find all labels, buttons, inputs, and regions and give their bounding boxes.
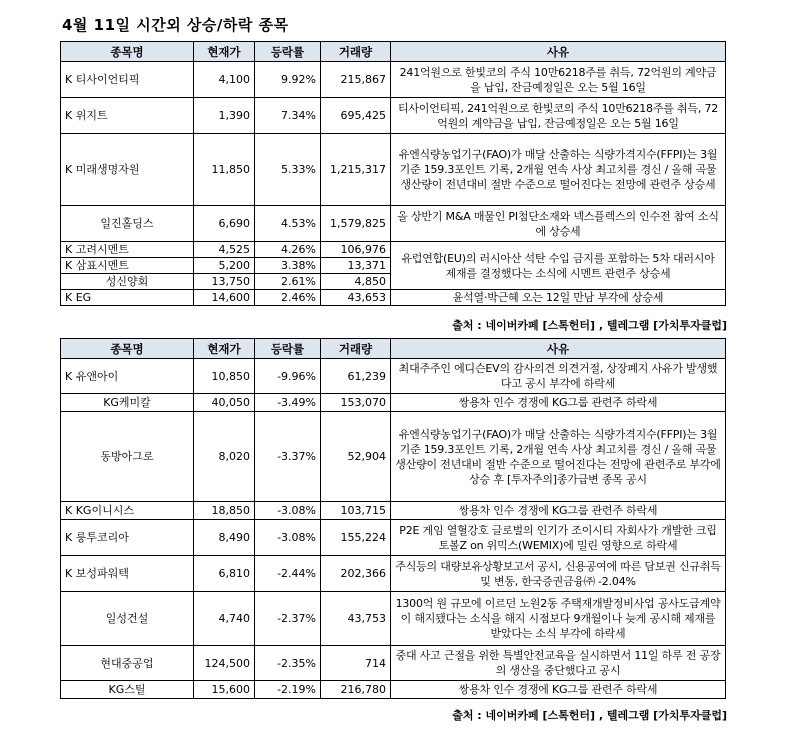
header-rate: 등락률 (255, 339, 321, 359)
stock-reason: 중대 사고 근절을 위한 특별안전교육을 실시하면서 11일 하루 전 공장의 생산을 중단했다고 공시 (391, 646, 726, 681)
header-name: 종목명 (61, 339, 194, 359)
source-note: 출처 : 네이버카페 [스톡헌터] , 텔레그램 [가치투자클럽] (452, 709, 727, 722)
stock-name: K 유앤아이 (61, 359, 194, 394)
stock-name: 일성건설 (61, 592, 194, 646)
stock-price: 4,525 (194, 242, 255, 258)
header-rate: 등락률 (255, 42, 321, 62)
header-price: 현재가 (194, 339, 255, 359)
table-row (61, 681, 726, 699)
stock-reason: 쌍용차 인수 경쟁에 KG그룹 관련주 하락세 (391, 681, 726, 699)
stock-rate: -2.35% (255, 646, 321, 681)
table-row (61, 556, 726, 592)
stock-reason: 올 상반기 M&A 매물인 PI첨단소재와 넥스플렉스의 인수전 참여 소식에 상승세 (391, 206, 726, 242)
stock-price: 40,050 (194, 394, 255, 412)
fall-table (60, 338, 726, 699)
stock-name: 성신양회 (61, 274, 194, 290)
stock-volume: 61,239 (321, 359, 391, 394)
stock-rate: -2.19% (255, 681, 321, 699)
stock-reason: 유엔식량농업기구(FAO)가 매달 산출하는 식량가격지수(FFPI)는 3월 기준 159.3포인트 기록, 2개월 연속 사상 최고치를 경신 / 올해 곡물 생산량이 전년대비 절반 수준으로 떨어진다는 전망에 관련주 상승세 (391, 134, 726, 206)
stock-reason: 241억원으로 한빛코의 주식 10만6218주를 취득, 72억원의 계약금을 납입, 잔금예정일은 오는 5월 16일 (391, 62, 726, 98)
stock-price: 4,740 (194, 592, 255, 646)
stock-reason: 1300억 원 규모에 이르던 노원2동 주택재개발정비사업 공사도급계약이 해지됐다는 소식을 해지 시점보다 9개월이나 늦게 공시해 제재를 받았다는 소식 부각에 하락세 (391, 592, 726, 646)
stock-price: 18,850 (194, 502, 255, 520)
stock-rate: 7.34% (255, 98, 321, 134)
stock-volume: 1,215,317 (321, 134, 391, 206)
table-row (61, 412, 726, 502)
stock-rate: -9.96% (255, 359, 321, 394)
table-row (61, 134, 726, 206)
stock-name: K 미래생명자원 (61, 134, 194, 206)
stock-rate: -2.44% (255, 556, 321, 592)
stock-rate: -3.08% (255, 520, 321, 556)
stock-price: 13,750 (194, 274, 255, 290)
stock-price: 4,100 (194, 62, 255, 98)
stock-volume: 43,753 (321, 592, 391, 646)
stock-name: KG케미칼 (61, 394, 194, 412)
header-volume: 거래량 (321, 339, 391, 359)
stock-volume: 13,371 (321, 258, 391, 274)
stock-name: K 룽투코리아 (61, 520, 194, 556)
stock-rate: 4.53% (255, 206, 321, 242)
stock-reason: 쌍용차 인수 경쟁에 KG그룹 관련주 하락세 (391, 502, 726, 520)
table-row (61, 520, 726, 556)
stock-reason: 최대주주인 에디슨EV의 감사의견 의견거절, 상장폐지 사유가 발생했다고 공시 부각에 하락세 (391, 359, 726, 394)
header-name: 종목명 (61, 42, 194, 62)
stock-price: 1,390 (194, 98, 255, 134)
stock-price: 124,500 (194, 646, 255, 681)
header-price: 현재가 (194, 42, 255, 62)
stock-rate: 4.26% (255, 242, 321, 258)
table-row (61, 62, 726, 98)
stock-rate: 9.92% (255, 62, 321, 98)
stock-reason: 윤석열·박근혜 오는 12일 만남 부각에 상승세 (391, 290, 726, 306)
stock-reason: 주식등의 대량보유상황보고서 공시, 신용공여에 따른 담보권 신규취득 및 변동, 한국증권금융㈜ -2.04% (391, 556, 726, 592)
rise-table (60, 41, 726, 306)
table-row (61, 646, 726, 681)
stock-reason: 티사이언티픽, 241억원으로 한빛코의 주식 10만6218주를 취득, 72억원의 계약금을 납입, 잔금예정일은 오는 5월 16일 (391, 98, 726, 134)
stock-price: 14,600 (194, 290, 255, 306)
stock-price: 15,600 (194, 681, 255, 699)
table-row (61, 242, 726, 258)
stock-volume: 202,366 (321, 556, 391, 592)
stock-rate: 2.46% (255, 290, 321, 306)
stock-price: 5,200 (194, 258, 255, 274)
stock-volume: 43,653 (321, 290, 391, 306)
stock-volume: 714 (321, 646, 391, 681)
stock-reason: 쌍용차 인수 경쟁에 KG그룹 관련주 하락세 (391, 394, 726, 412)
stock-name: K 고려시멘트 (61, 242, 194, 258)
stock-rate: -3.08% (255, 502, 321, 520)
stock-reason: 유엔식량농업기구(FAO)가 매달 산출하는 식량가격지수(FFPI)는 3월 기준 159.3포인트 기록, 2개월 연속 사상 최고치를 경신 / 올해 곡물 생산량이 전년대비 절반 수준으로 떨어진다는 전망에 관련주로 부각에 상승 후 [투자주의]종가급변 종목 공시 (391, 412, 726, 502)
stock-name: KG스틸 (61, 681, 194, 699)
stock-name: K 보성파워텍 (61, 556, 194, 592)
page-title: 4월 11일 시간외 상승/하락 종목 (62, 16, 289, 34)
stock-rate: -3.37% (255, 412, 321, 502)
stock-name: K 티사이언티픽 (61, 62, 194, 98)
stock-reason: 유럽연합(EU)의 러시아산 석탄 수입 금지를 포함하는 5차 대러시아 제재를 결정했다는 소식에 시멘트 관련주 상승세 (391, 242, 726, 290)
stock-name: 일진홀딩스 (61, 206, 194, 242)
stock-name: K 위지트 (61, 98, 194, 134)
stock-name: 동방아그로 (61, 412, 194, 502)
stock-volume: 4,850 (321, 274, 391, 290)
stock-price: 11,850 (194, 134, 255, 206)
stock-volume: 216,780 (321, 681, 391, 699)
stock-volume: 1,579,825 (321, 206, 391, 242)
table-row (61, 206, 726, 242)
stock-rate: 3.38% (255, 258, 321, 274)
stock-volume: 695,425 (321, 98, 391, 134)
header-reason: 사유 (391, 339, 726, 359)
stock-volume: 106,976 (321, 242, 391, 258)
header-volume: 거래량 (321, 42, 391, 62)
table-row (61, 290, 726, 306)
table-row (61, 502, 726, 520)
stock-name: 현대중공업 (61, 646, 194, 681)
stock-volume: 153,070 (321, 394, 391, 412)
rise-header-row (61, 42, 726, 62)
stock-price: 6,690 (194, 206, 255, 242)
table-row (61, 592, 726, 646)
stock-price: 8,020 (194, 412, 255, 502)
table-row (61, 98, 726, 134)
table-row (61, 359, 726, 394)
stock-rate: 5.33% (255, 134, 321, 206)
stock-volume: 52,904 (321, 412, 391, 502)
source-note: 출처 : 네이버카페 [스톡헌터] , 텔레그램 [가치투자클럽] (452, 319, 727, 332)
stock-rate: 2.61% (255, 274, 321, 290)
stock-reason: P2E 게임 열혈강호 글로벌의 인기가 조이시티 자회사가 개발한 크립토볼Z on 위믹스(WEMIX)에 밀린 영향으로 하락세 (391, 520, 726, 556)
stock-name: K KG이니시스 (61, 502, 194, 520)
stock-name: K 삼표시멘트 (61, 258, 194, 274)
stock-volume: 155,224 (321, 520, 391, 556)
fall-header-row (61, 339, 726, 359)
header-reason: 사유 (391, 42, 726, 62)
stock-name: K EG (61, 290, 194, 306)
stock-rate: -2.37% (255, 592, 321, 646)
stock-price: 8,490 (194, 520, 255, 556)
stock-volume: 215,867 (321, 62, 391, 98)
stock-rate: -3.49% (255, 394, 321, 412)
table-row (61, 394, 726, 412)
stock-price: 6,810 (194, 556, 255, 592)
stock-volume: 103,715 (321, 502, 391, 520)
stock-price: 10,850 (194, 359, 255, 394)
